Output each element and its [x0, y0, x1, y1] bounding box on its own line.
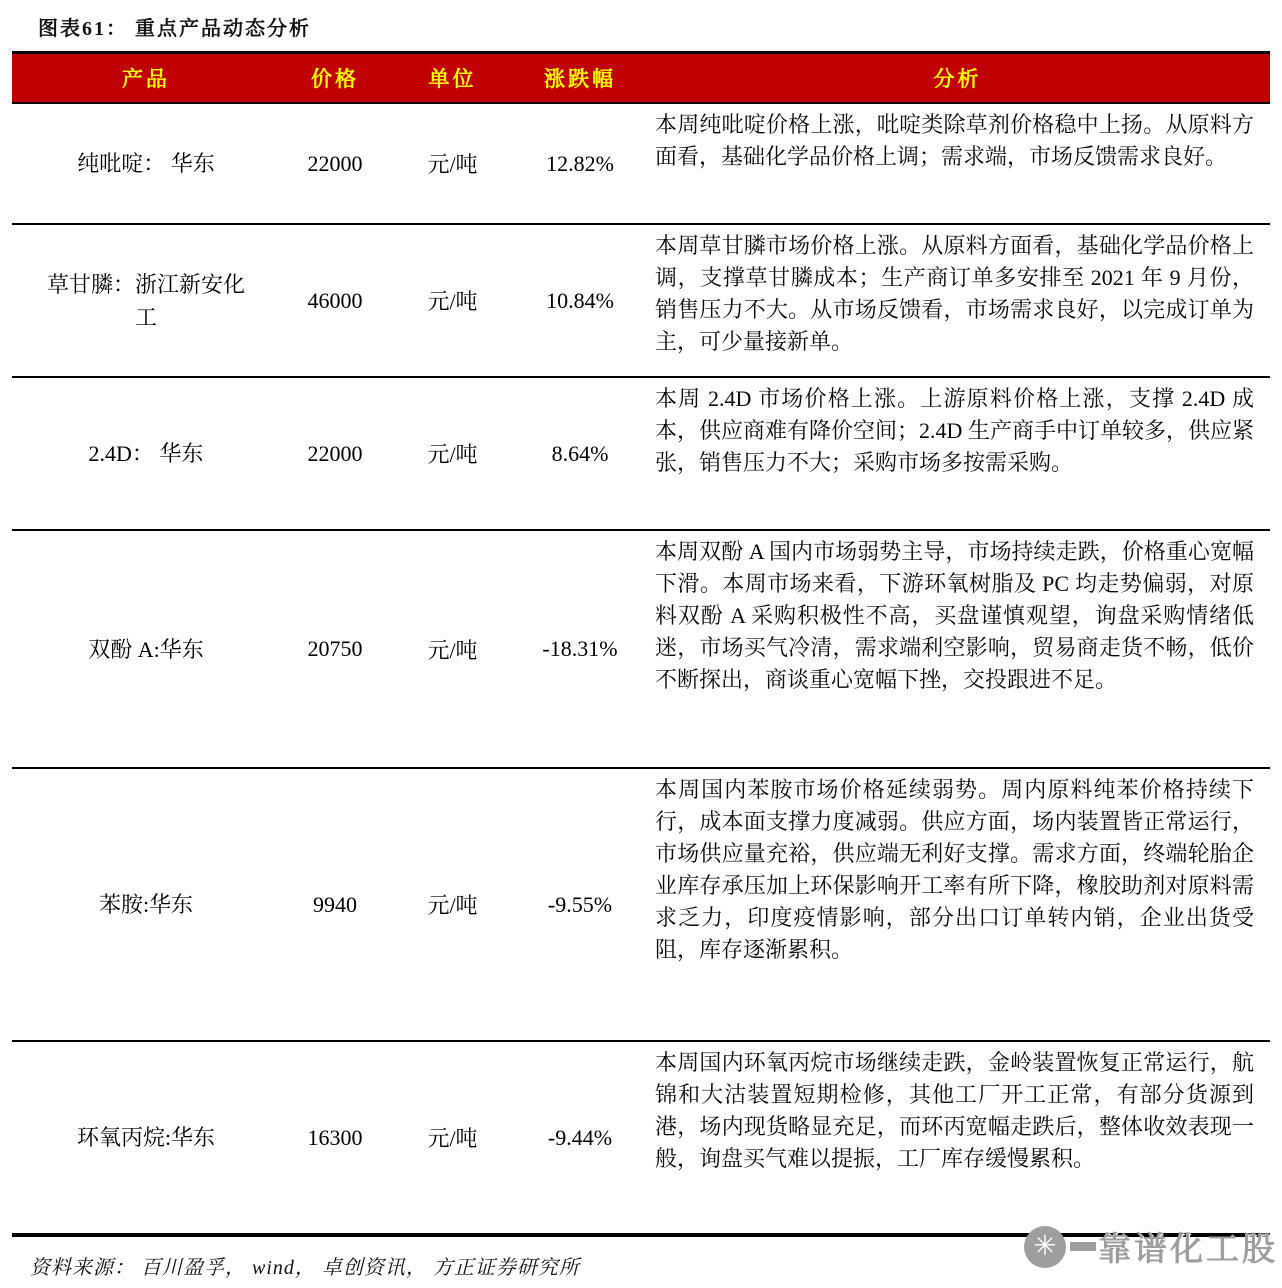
- product-table: [12, 51, 1270, 1237]
- product-cell: 纯吡啶： 华东: [77, 151, 215, 176]
- change-cell: -18.31%: [542, 636, 618, 661]
- table-row: [12, 102, 1270, 223]
- table-row: [12, 223, 1270, 376]
- product-cell: 双酚 A:华东: [88, 636, 204, 662]
- analysis-cell: 本周双酚 A 国内市场弱势主导，市场持续走跌，价格重心宽幅下滑。本周市场来看，下游环氧树脂及 PC 均走势偏弱，对原料双酚 A 采购积极性不高，买盘谨慎观望，询盘采购情绪低迷，市场买气冷清，需求端利空影响，贸易商走货不畅，低价不断探出，商谈重心宽幅下挫，交投跟进不足。: [655, 539, 1254, 692]
- analysis-cell: 本周国内环氧丙烷市场继续走跌，金岭装置恢复正常运行，航锦和大沽装置短期检修，其他工厂开工正常，有部分货源到港，场内现货略显充足，而环丙宽幅走跌后，整体收效表现一般，询盘买气难以提振，工厂库存缓慢累积。: [655, 1050, 1254, 1171]
- header-price: 价格: [311, 67, 359, 91]
- unit-cell: 元/吨: [427, 289, 478, 314]
- unit-cell: 元/吨: [427, 442, 478, 467]
- table-row: [12, 1040, 1270, 1233]
- price-cell: 22000: [307, 440, 363, 466]
- change-cell: 10.84%: [546, 287, 614, 313]
- product-cell: 环氧丙烷:华东: [76, 1125, 216, 1150]
- unit-cell: 元/吨: [427, 893, 478, 918]
- change-cell: 8.64%: [551, 440, 609, 466]
- product-cell: 苯胺:华东: [98, 892, 194, 917]
- watermark-text: 靠谱化工股: [1098, 1232, 1278, 1268]
- table-row: [12, 767, 1270, 1040]
- price-cell: 9940: [313, 891, 357, 917]
- watermark: [1024, 1223, 1278, 1270]
- product-cell: 2.4D： 华东: [88, 441, 204, 466]
- analysis-cell: 本周纯吡啶价格上涨，吡啶类除草剂价格稳中上扬。从原料方面看，基础化学品价格上调；需求端，市场反馈需求良好。: [655, 112, 1254, 169]
- figure-title: 图表61： 重点产品动态分析: [38, 18, 311, 40]
- price-cell: 22000: [307, 150, 363, 176]
- watermark-dash: [1070, 1242, 1096, 1251]
- price-cell: 20750: [307, 636, 363, 661]
- source-note: 资料来源： 百川盈孚， wind， 卓创资讯， 方正证券研究所: [30, 1257, 580, 1279]
- analysis-cell: 本周国内苯胺市场价格延续弱势。周内原料纯苯价格持续下行，成本面支撑力度减弱。供应方面，场内装置皆正常运行，市场供应量充裕，供应端无利好支撑。需求方面，终端轮胎企业库存承压加上环保影响开工率有所下降，橡胶助剂对原料需求乏力，印度疫情影响，部分出口订单转内销，企业出货受阻，库存逐渐累积。: [655, 777, 1254, 962]
- price-cell: 46000: [307, 287, 363, 313]
- analysis-cell: 本周 2.4D 市场价格上涨。上游原料价格上涨，支撑 2.4D 成本，供应商难有降价空间；2.4D 生产商手中订单较多，供应紧张，销售压力不大；采购市场多按需采购。: [655, 386, 1254, 475]
- unit-cell: 元/吨: [427, 1126, 478, 1151]
- analysis-cell: 本周草甘膦市场价格上涨。从原料方面看，基础化学品价格上调，支撑草甘膦成本；生产商订单多安排至 2021 年 9 月份，销售压力不大。从市场反馈看，市场需求良好，以完成订单为主，可少量接新单。: [655, 233, 1254, 354]
- table-row: [12, 376, 1270, 529]
- product-cell: 草甘膦：浙江新安化工: [46, 271, 245, 330]
- unit-cell: 元/吨: [427, 152, 478, 177]
- unit-cell: 元/吨: [427, 637, 478, 663]
- change-cell: -9.44%: [547, 1124, 613, 1150]
- table-header-row: [12, 54, 1270, 102]
- price-cell: 16300: [307, 1124, 363, 1150]
- change-cell: -9.55%: [547, 891, 613, 917]
- header-product: 产品: [122, 67, 170, 91]
- snowflake-logo-icon: ✳: [1024, 1226, 1066, 1268]
- header-unit: 单位: [428, 67, 477, 91]
- change-cell: 12.82%: [546, 150, 614, 176]
- header-analysis: 分析: [933, 67, 982, 91]
- header-change: 涨跌幅: [544, 67, 616, 91]
- table-row: [12, 529, 1270, 767]
